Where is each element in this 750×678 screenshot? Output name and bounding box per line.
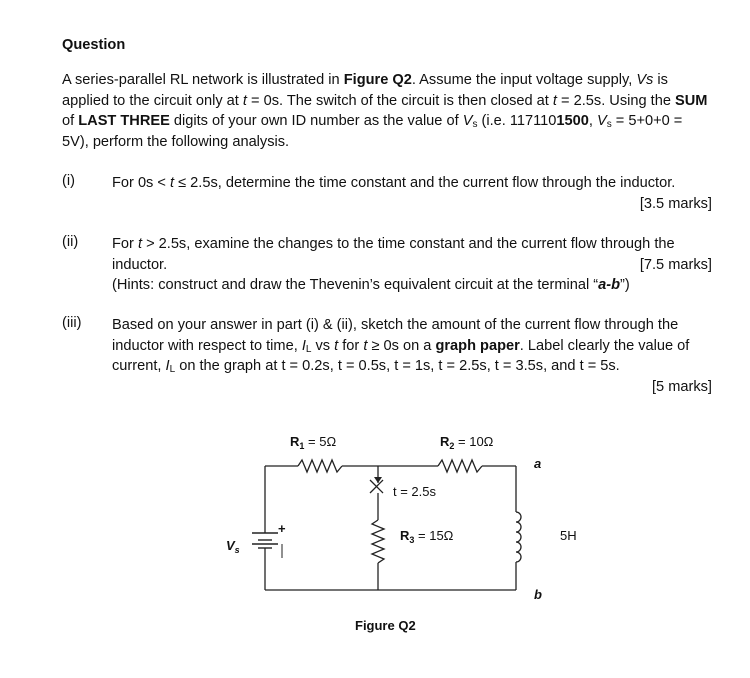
r2-label: $R_2 = 10\Omega$ <box>440 434 494 451</box>
intro-paragraph: A series-parallel RL network is illustrated in Figure Q2. Assume the input voltage supply, Vs is applied to the circuit only at t = 0s. The switch of the circuit is then closed at t = 2.5s. Using the SUM of LAST THREE digits of your own ID number as the value of $V_s$ (i.e. 1171101500, $V_s = 5+0+0 = 5V$), perform the following analysis. <box>62 72 708 150</box>
question-2: For t > 2.5s, examine the changes to the time constant and the current flow through the inductor. [7.5 marks] (Hints: construct and draw the Thevenin’s equivalent circuit at the terminal “a-b”) <box>112 236 712 293</box>
r1-label: $R_1 = 5\Omega$ <box>290 434 337 451</box>
terminal-a-label: a <box>534 456 542 471</box>
question-1-number: (i) <box>62 173 75 189</box>
question-1: For 0s < t ≤ 2.5s, determine the time constant and the current flow through the inductor. [3.5 marks] <box>112 173 712 214</box>
question-2-marks: [7.5 marks] <box>639 256 712 273</box>
circuit-figure <box>0 420 750 660</box>
inductor <box>516 512 521 562</box>
question-3-number: (iii) <box>62 315 82 331</box>
terminal-b-label: b <box>534 587 542 602</box>
resistor-r2 <box>438 460 482 472</box>
resistor-r1 <box>298 460 342 472</box>
resistor-r3 <box>372 520 384 563</box>
plus-sign: + <box>278 521 286 536</box>
question-2-number: (ii) <box>62 234 79 250</box>
figure-caption: Figure Q2 <box>355 618 416 633</box>
question-1-marks: [3.5 marks] <box>639 195 712 212</box>
question-heading: Question <box>62 37 126 53</box>
question-3: Based on your answer in part (i) & (ii), sketch the amount of the current flow through the inductor with respect to time, $I_L$ vs t for t ≥ 0s on a graph paper. Label clearly the value of current, $I_L$ on the graph at t = 0.2s, t = 0.5s, t = 1s, t = 2.5s, t = 3.5s, and t = 5s. [5 marks] <box>112 315 712 397</box>
inductor-label: 5H <box>560 528 577 543</box>
question-3-marks: [5 marks] <box>651 378 712 395</box>
switch-label: t = 2.5s <box>393 484 436 499</box>
figure-reference: Figure Q2 <box>343 72 412 88</box>
source-label: $V_s$ <box>226 538 240 555</box>
r3-label: $R_3 = 15\Omega$ <box>400 528 454 545</box>
